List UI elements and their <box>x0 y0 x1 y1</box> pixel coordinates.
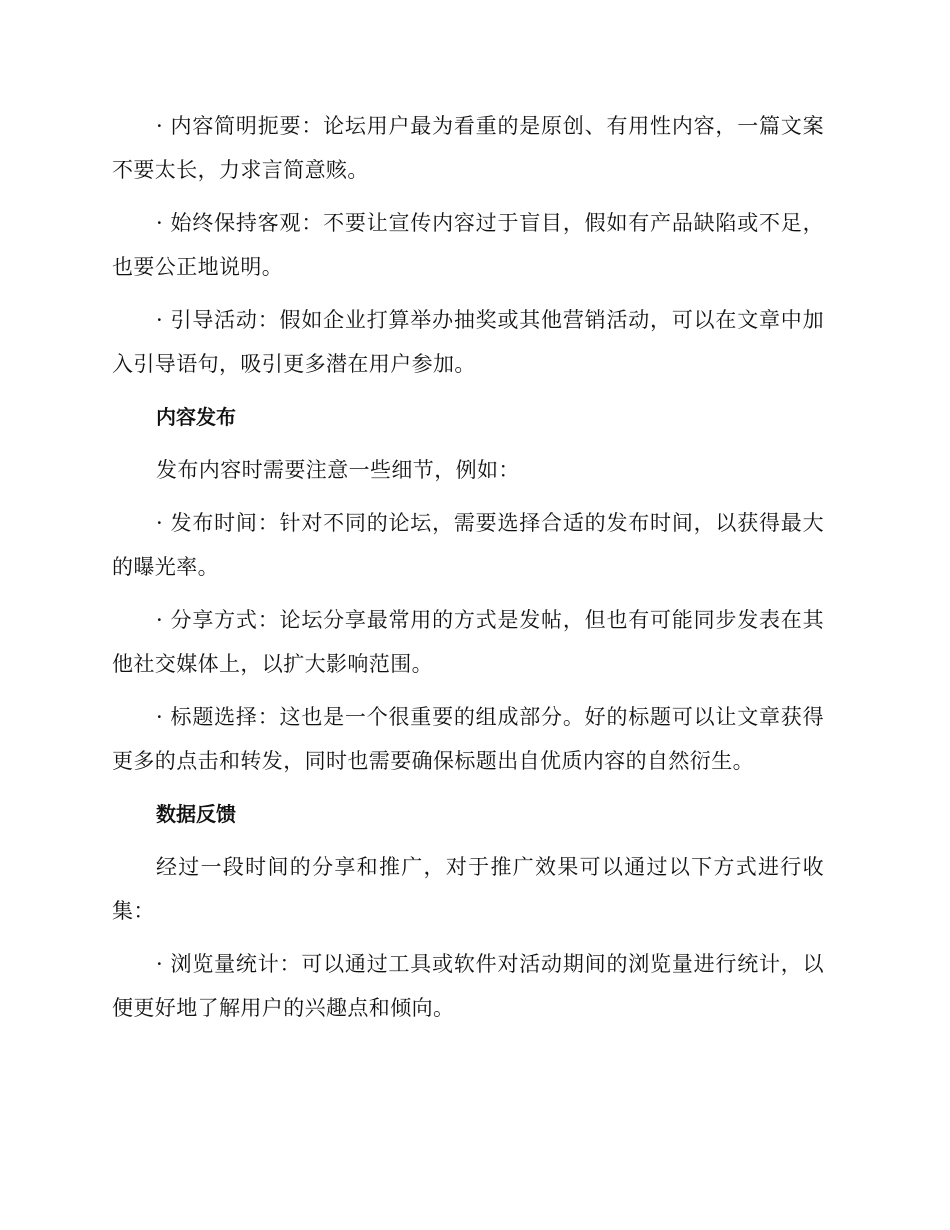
intro-publishing-details: 发布内容时需要注意一些细节，例如： <box>156 458 520 482</box>
document-page <box>112 104 824 1039</box>
heading-content-publishing: 内容发布 <box>156 405 236 429</box>
heading-data-feedback: 数据反馈 <box>156 802 236 826</box>
bullet-guide-activity: · 引导活动：假如企业打算举办抽奖或其他营销活动，可以在文章中加入引导语句，吸引更多潜在用户参加。 <box>112 308 824 376</box>
bullet-pageview-stats: · 浏览量统计：可以通过工具或软件对活动期间的浏览量进行统计，以便更好地了解用户的兴趣点和倾向。 <box>112 952 824 1020</box>
intro-data-collection: 经过一段时间的分享和推广，对于推广效果可以通过以下方式进行收集： <box>112 855 824 923</box>
bullet-stay-objective: · 始终保持客观：不要让宣传内容过于盲目，假如有产品缺陷或不足，也要公正地说明。 <box>112 211 824 279</box>
bullet-publish-time: · 发布时间：针对不同的论坛，需要选择合适的发布时间，以获得最大的曝光率。 <box>112 511 824 579</box>
bullet-concise-content: · 内容简明扼要：论坛用户最为看重的是原创、有用性内容，一篇文案不要太长，力求言简意赅。 <box>112 114 824 182</box>
bullet-share-method: · 分享方式：论坛分享最常用的方式是发帖，但也有可能同步发表在其他社交媒体上，以扩大影响范围。 <box>112 608 824 676</box>
bullet-title-choice: · 标题选择：这也是一个很重要的组成部分。好的标题可以让文章获得更多的点击和转发，同时也需要确保标题出自优质内容的自然衍生。 <box>112 705 824 773</box>
